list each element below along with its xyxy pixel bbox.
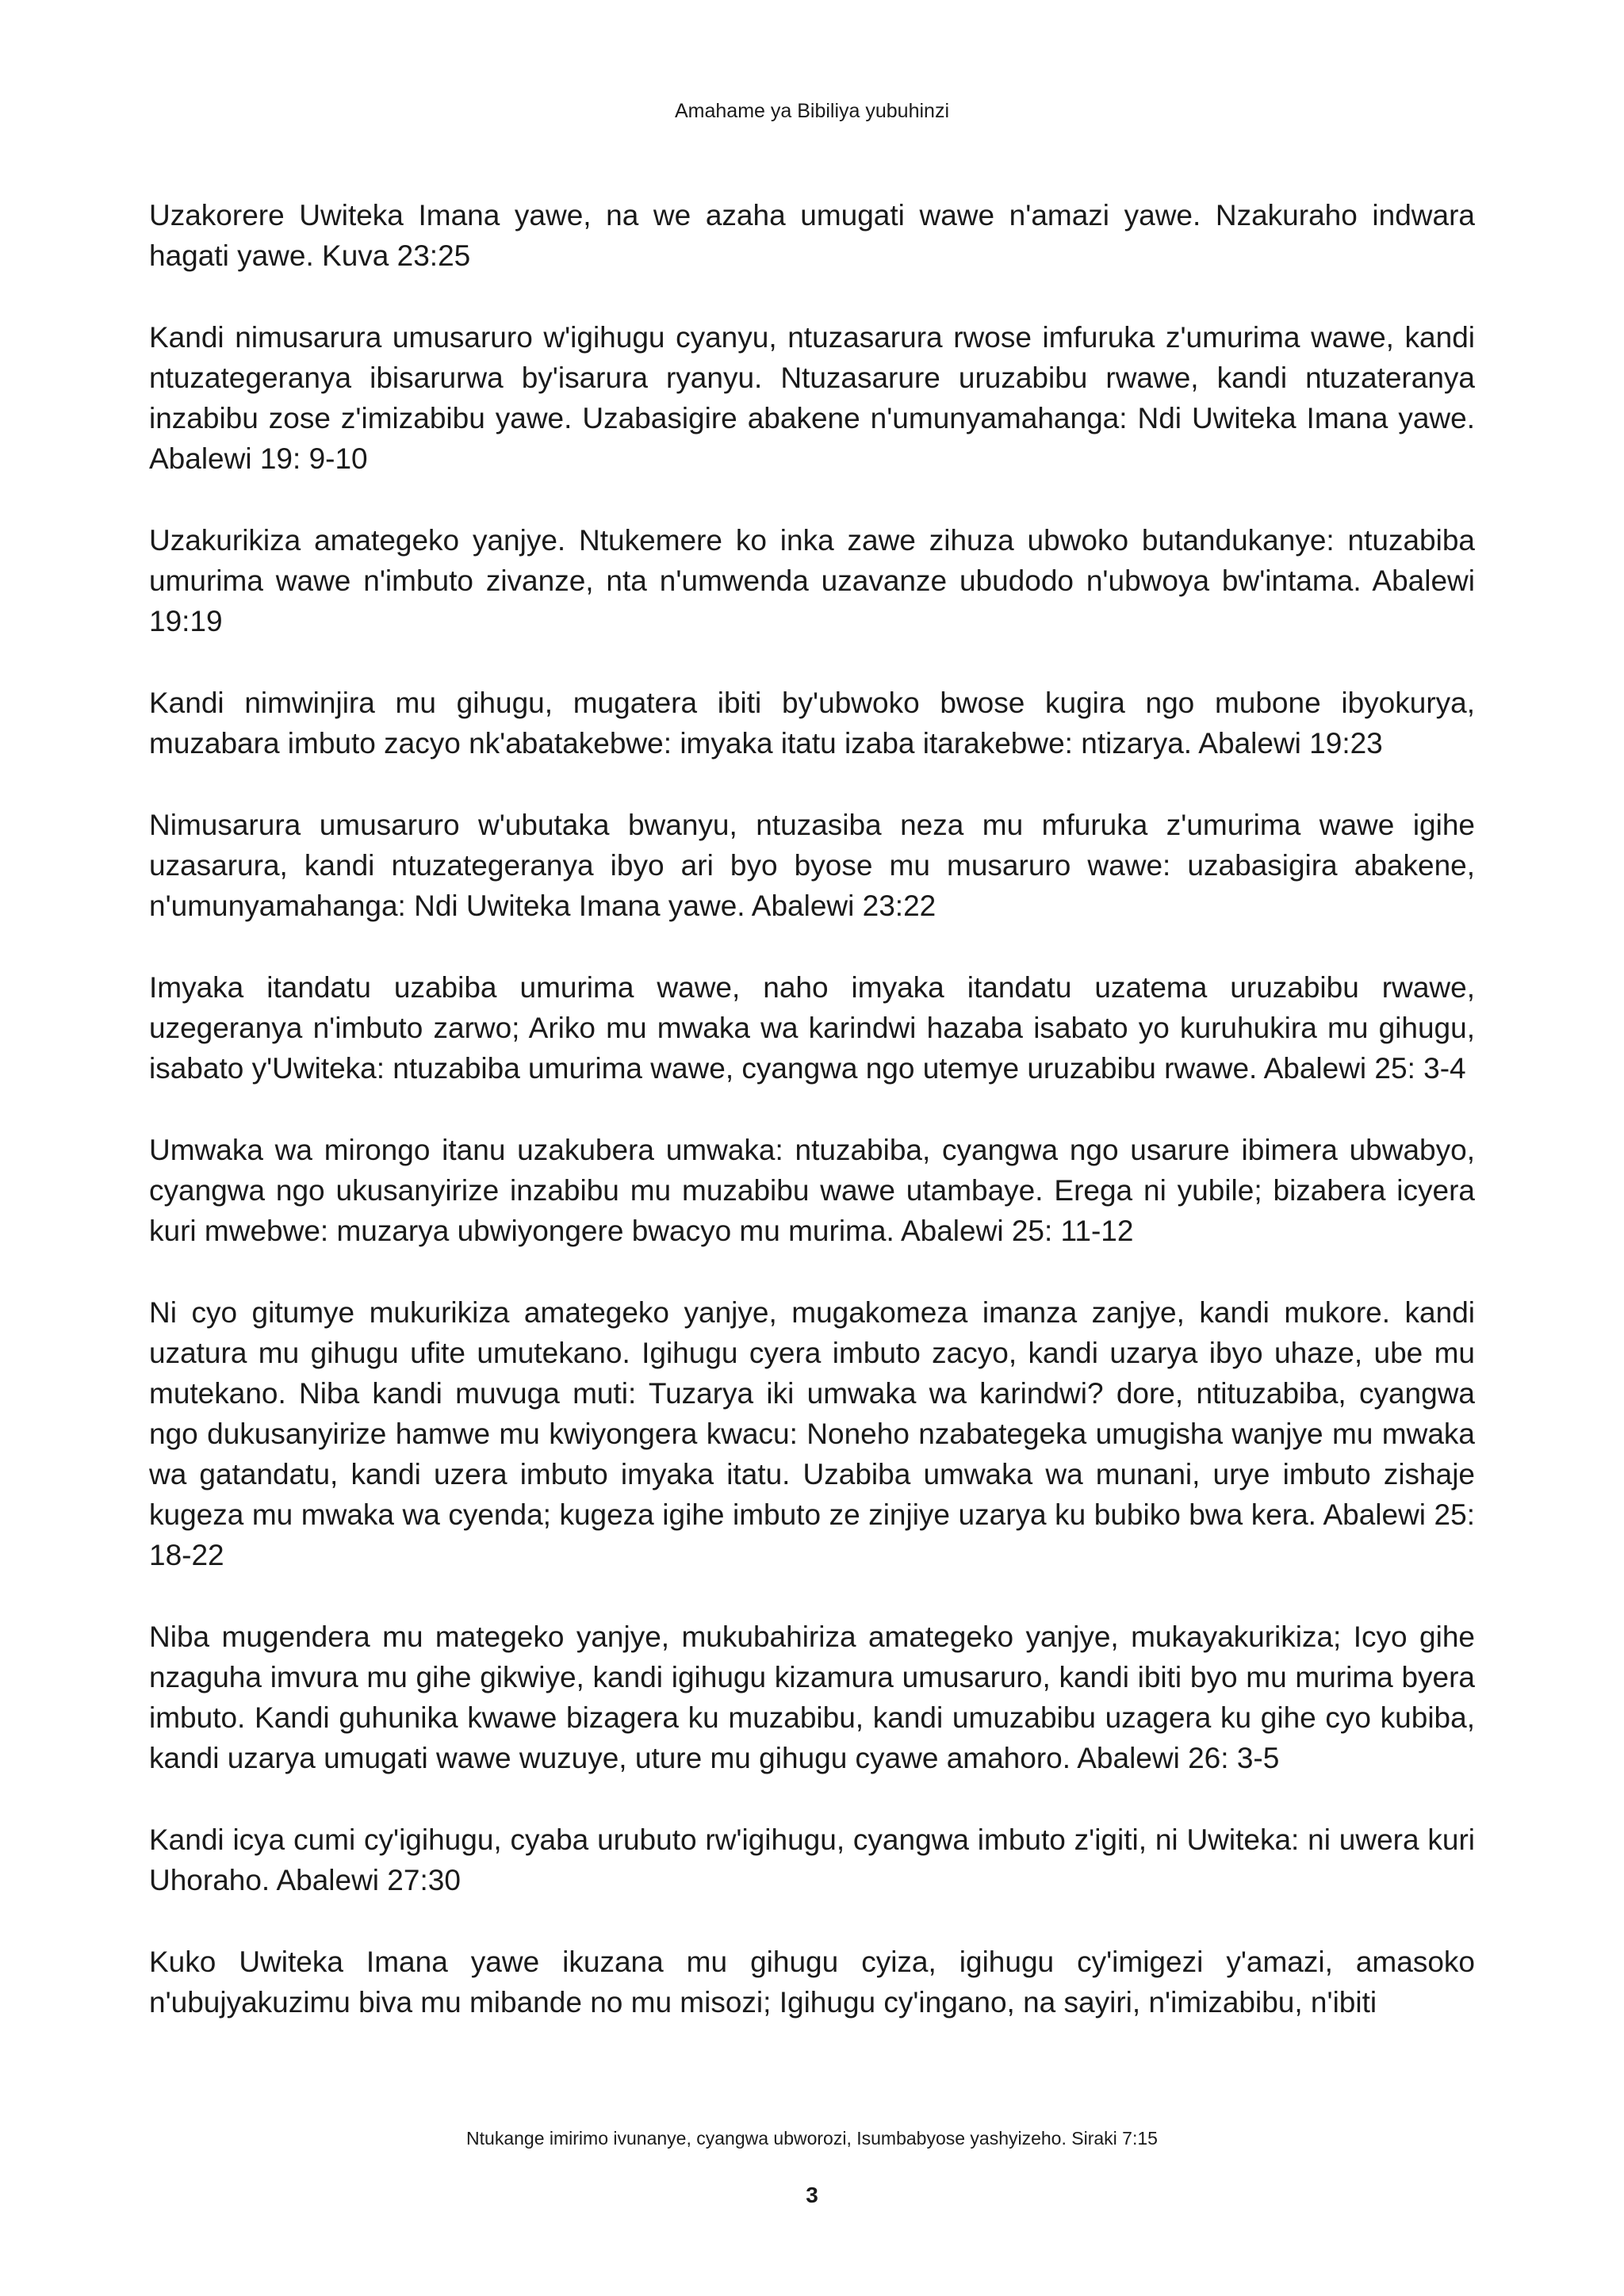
paragraph: Imyaka itandatu uzabiba umurima wawe, naho imyaka itandatu uzatema uruzabibu rwawe, uzegeranya n'imbuto zarwo; Ariko mu mwaka wa karindwi hazaba isabato yo kuruhukira mu gihugu, isabato y'Uwiteka: ntuzabiba umurima wawe, cyangwa ngo utemye uruzabibu rwawe. Abalewi 25: 3-4	[149, 971, 1475, 1085]
paragraph: Umwaka wa mirongo itanu uzakubera umwaka: ntuzabiba, cyangwa ngo usarure ibimera ubwabyo, cyangwa ngo ukusanyirize inzabibu mu muzabibu wawe utambaye. Erega ni yubile; bizabera icyera kuri mwebwe: muzarya ubwiyongere bwacyo mu murima. Abalewi 25: 11-12	[149, 1134, 1475, 1247]
paragraph: Kandi nimwinjira mu gihugu, mugatera ibiti by'ubwoko bwose kugira ngo mubone ibyokurya, muzabara imbuto zacyo nk'abatakebwe: imyaka itatu izaba itarakebwe: ntizarya. Abalewi 19:23	[149, 687, 1475, 760]
paragraph: Kandi nimusarura umusaruro w'igihugu cyanyu, ntuzasarura rwose imfuruka z'umurima wawe, kandi ntuzategeranya ibisarurwa by'isarura ryanyu. Ntuzasarure uruzabibu rwawe, kandi ntuzateranya inzabibu zose z'imizabibu yawe. Uzabasigire abakene n'umunyamahanga: Ndi Uwiteka Imana yawe. Abalewi 19: 9-10	[149, 321, 1475, 475]
paragraph: Uzakurikiza amategeko yanjye. Ntukemere ko inka zawe zihuza ubwoko butandukanye: ntuzabiba umurima wawe n'imbuto zivanze, nta n'umwenda uzavanze ubudodo n'ubwoya bw'intama. Abalewi 19:19	[149, 524, 1475, 637]
paragraph: Ni cyo gitumye mukurikiza amategeko yanjye, mugakomeza imanza zanjye, kandi mukore. kandi uzatura mu gihugu ufite umutekano. Igihugu cyera imbuto zacyo, kandi uzarya ibyo uhaze, ube mu mutekano. Niba kandi muvuga muti: Tuzarya iki umwaka wa karindwi? dore, ntituzabiba, cyangwa ngo dukusanyirize hamwe mu kwiyongera kwacu: Noneho nzabategeka umugisha wanjye mu mwaka wa gatandatu, kandi uzera imbuto imyaka itatu. Uzabiba umwaka wa munani, urye imbuto zishaje kugeza mu mwaka wa cyenda; kugeza igihe imbuto ze zinjiye uzarya ku bubiko bwa kera. Abalewi 25: 18-22	[149, 1296, 1475, 1571]
paragraph: Kandi icya cumi cy'igihugu, cyaba urubuto rw'igihugu, cyangwa imbuto z'igiti, ni Uwiteka: ni uwera kuri Uhoraho. Abalewi 27:30	[149, 1823, 1475, 1896]
page-body	[149, 195, 1475, 2082]
paragraph: Niba mugendera mu mategeko yanjye, mukubahiriza amategeko yanjye, mukayakurikiza; Icyo gihe nzaguha imvura mu gihe gikwiye, kandi igihugu kizamura umusaruro, kandi ibiti byo mu murima byera imbuto. Kandi guhunika kwawe bizagera ku muzabibu, kandi umuzabibu uzagera ku gihe cyo kubiba, kandi uzarya umugati wawe wuzuye, uture mu gihugu cyawe amahoro. Abalewi 26: 3-5	[149, 1621, 1475, 1774]
page-number: 3	[806, 2183, 818, 2207]
running-footer: Ntukange imirimo ivunanye, cyangwa ubworozi, Isumbabyose yashyizeho. Siraki 7:15	[466, 2128, 1158, 2149]
paragraph: Uzakorere Uwiteka Imana yawe, na we azaha umugati wawe n'amazi yawe. Nzakuraho indwara hagati yawe. Kuva 23:25	[149, 199, 1475, 272]
paragraph: Nimusarura umusaruro w'ubutaka bwanyu, ntuzasiba neza mu mfuruka z'umurima wawe igihe uzasarura, kandi ntuzategeranya ibyo ari byo byose mu musaruro wawe: uzabasigira abakene, n'umunyamahanga: Ndi Uwiteka Imana yawe. Abalewi 23:22	[149, 809, 1475, 922]
running-header: Amahame ya Bibiliya yubuhinzi	[674, 100, 949, 122]
paragraph: Kuko Uwiteka Imana yawe ikuzana mu gihugu cyiza, igihugu cy'imigezi y'amazi, amasoko n'ubujyakuzimu biva mu mibande no mu misozi; Igihugu cy'ingano, na sayiri, n'imizabibu, n'ibiti	[149, 1946, 1475, 2019]
